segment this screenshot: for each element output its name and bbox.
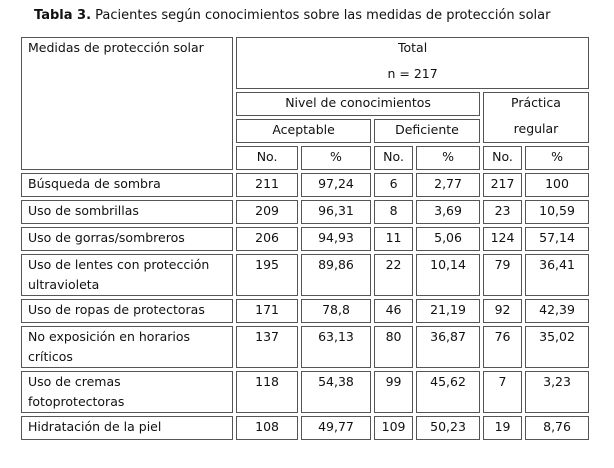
cell-pr-no: 124 — [483, 227, 522, 251]
cell-def-no: 8 — [374, 200, 413, 224]
table-row — [21, 227, 589, 251]
cell-def-pct: 50,23 — [416, 416, 480, 440]
header-deficient: Deficiente — [374, 119, 480, 143]
row-label — [21, 173, 233, 197]
header-deficient-no: No. — [374, 146, 413, 170]
table-row — [21, 254, 589, 296]
cell-def-no: 6 — [374, 173, 413, 197]
cell-acc-pct: 94,93 — [301, 227, 371, 251]
cell-acc-pct: 78,8 — [301, 299, 371, 323]
table-row — [21, 200, 589, 224]
header-acceptable: Aceptable — [236, 119, 371, 143]
cell-pr-no: 217 — [483, 173, 522, 197]
cell-pr-pct: 8,76 — [525, 416, 589, 440]
row-label-line1: Uso de cremas — [28, 374, 121, 389]
cell-acc-no: 118 — [236, 371, 298, 413]
header-practice-pct: % — [525, 146, 589, 170]
table-caption — [34, 8, 550, 23]
row-label — [21, 299, 233, 323]
header-practice — [483, 92, 589, 143]
cell-acc-pct: 89,86 — [301, 254, 371, 296]
row-label-line1: Uso de gorras/sombreros — [28, 230, 185, 245]
row-label-line1: Búsqueda de sombra — [28, 176, 161, 191]
header-acceptable-pct: % — [301, 146, 371, 170]
cell-pr-pct: 42,39 — [525, 299, 589, 323]
row-label — [21, 227, 233, 251]
row-label-line2: ultravioleta — [28, 277, 100, 292]
cell-def-no: 99 — [374, 371, 413, 413]
cell-pr-no: 7 — [483, 371, 522, 413]
cell-pr-pct: 57,14 — [525, 227, 589, 251]
header-practice-no: No. — [483, 146, 522, 170]
cell-acc-no: 195 — [236, 254, 298, 296]
cell-acc-no: 209 — [236, 200, 298, 224]
cell-pr-no: 92 — [483, 299, 522, 323]
row-label-line2: críticos — [28, 349, 73, 364]
cell-acc-pct: 49,77 — [301, 416, 371, 440]
header-practice-line1: Práctica — [511, 95, 561, 110]
row-label-line1: Uso de ropas de protectoras — [28, 302, 205, 317]
row-label-line1: Uso de sombrillas — [28, 203, 139, 218]
cell-def-no: 11 — [374, 227, 413, 251]
cell-acc-pct: 96,31 — [301, 200, 371, 224]
row-label-line2: fotoprotectoras — [28, 394, 125, 409]
cell-def-no: 46 — [374, 299, 413, 323]
row-label — [21, 371, 233, 413]
cell-def-pct: 10,14 — [416, 254, 480, 296]
cell-pr-no: 23 — [483, 200, 522, 224]
row-label — [21, 200, 233, 224]
cell-pr-pct: 100 — [525, 173, 589, 197]
table-row — [21, 299, 589, 323]
table-row — [21, 326, 589, 368]
row-label — [21, 326, 233, 368]
header-row-total — [21, 37, 589, 89]
cell-acc-pct: 97,24 — [301, 173, 371, 197]
row-label-line1: Hidratación de la piel — [28, 419, 162, 434]
row-label — [21, 416, 233, 440]
cell-pr-pct: 3,23 — [525, 371, 589, 413]
header-deficient-pct: % — [416, 146, 480, 170]
cell-pr-pct: 10,59 — [525, 200, 589, 224]
cell-acc-no: 171 — [236, 299, 298, 323]
cell-def-pct: 2,77 — [416, 173, 480, 197]
cell-pr-no: 19 — [483, 416, 522, 440]
table-row — [21, 173, 589, 197]
cell-def-pct: 36,87 — [416, 326, 480, 368]
header-total-label: Total — [397, 40, 428, 55]
header-measures: Medidas de protección solar — [21, 37, 233, 170]
cell-acc-no: 137 — [236, 326, 298, 368]
cell-def-pct: 21,19 — [416, 299, 480, 323]
cell-acc-pct: 63,13 — [301, 326, 371, 368]
header-total-n: n = 217 — [387, 66, 438, 81]
cell-acc-pct: 54,38 — [301, 371, 371, 413]
cell-def-pct: 5,06 — [416, 227, 480, 251]
cell-pr-pct: 36,41 — [525, 254, 589, 296]
cell-def-pct: 45,62 — [416, 371, 480, 413]
cell-acc-no: 206 — [236, 227, 298, 251]
row-label — [21, 254, 233, 296]
cell-acc-no: 108 — [236, 416, 298, 440]
sun-protection-table — [18, 34, 592, 443]
cell-def-no: 80 — [374, 326, 413, 368]
header-total — [236, 37, 589, 89]
cell-def-no: 109 — [374, 416, 413, 440]
cell-pr-no: 79 — [483, 254, 522, 296]
cell-def-pct: 3,69 — [416, 200, 480, 224]
row-label-line1: Uso de lentes con protección — [28, 257, 210, 272]
cell-pr-pct: 35,02 — [525, 326, 589, 368]
row-label-line1: No exposición en horarios — [28, 329, 191, 344]
header-acceptable-no: No. — [236, 146, 298, 170]
header-practice-line2: regular — [513, 121, 559, 136]
cell-acc-no: 211 — [236, 173, 298, 197]
table-row — [21, 371, 589, 413]
cell-pr-no: 76 — [483, 326, 522, 368]
table-caption-text: Pacientes según conocimientos sobre las medidas de protección solar — [91, 8, 551, 23]
header-knowledge: Nivel de conocimientos — [236, 92, 480, 116]
table-caption-label: Tabla 3. — [34, 8, 92, 23]
table-row — [21, 416, 589, 440]
cell-def-no: 22 — [374, 254, 413, 296]
